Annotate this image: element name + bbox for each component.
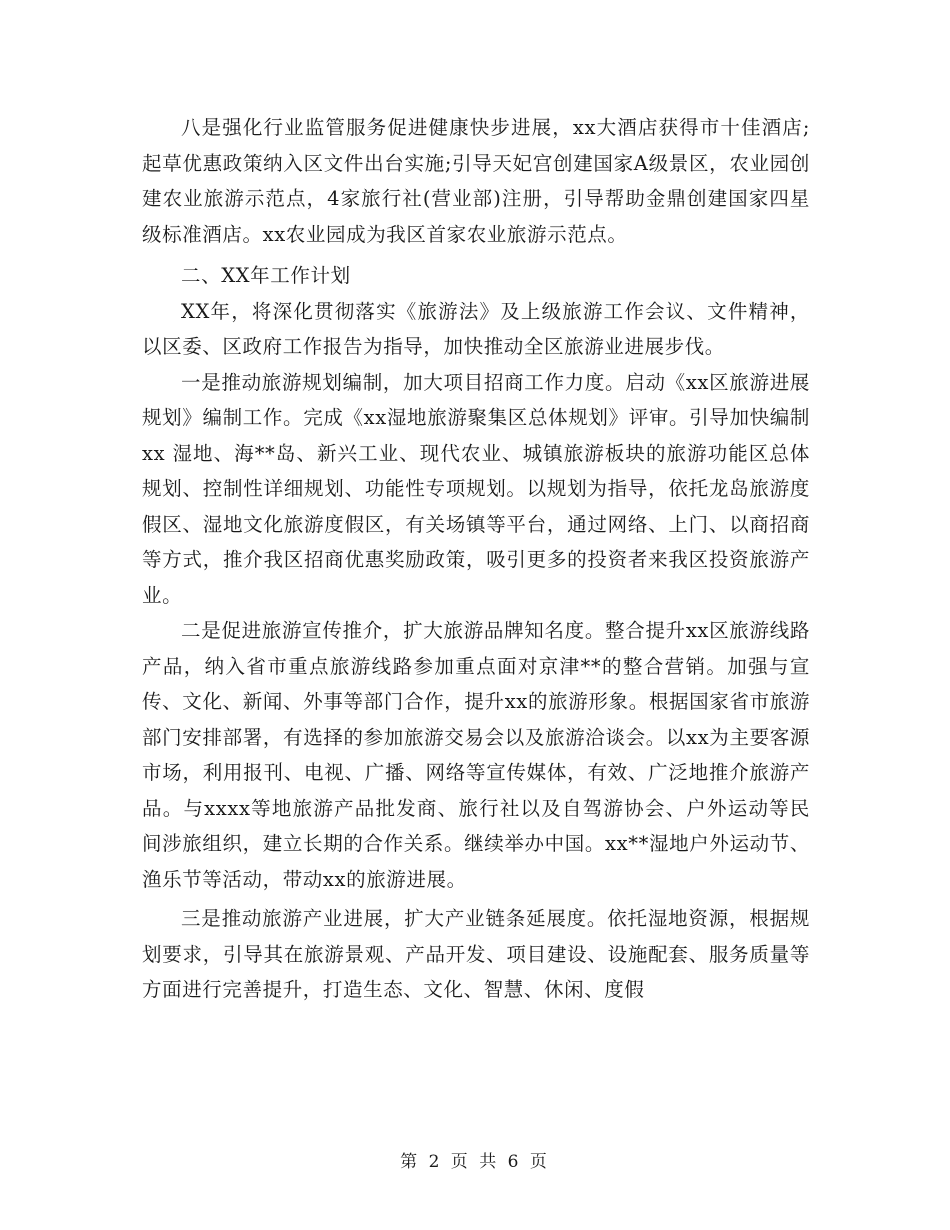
paragraph-industry: 三是推动旅游产业进展，扩大产业链条延展度。依托湿地资源，根据规划要求，引导其在旅游景观、产品开发、项目建设、设施配套、服务质量等方面进行完善提升，打造生态、文化、智慧、休闲、度假 [142,907,810,1001]
paragraph-intro: XX年，将深化贯彻落实《旅游法》及上级旅游工作会议、文件精神，以区委、区政府工作报告为指导，加快推动全区旅游业进展步伐。 [142,299,810,358]
paragraph-promotion: 二是促进旅游宣传推介，扩大旅游品牌知名度。整合提升xx区旅游线路产品，纳入省市重点旅游线路参加重点面对京津**的整合营销。加强与宣传、文化、新闻、外事等部门合作，提升xx的旅游形象。根据国家省市旅游部门安排部署，有选择的参加旅游交易会以及旅游洽谈会。以xx为主要客源市场，利用报刊、电视、广播、网络等宣传媒体，有效、广泛地推介旅游产品。与xxxx等地旅游产品批发商、旅行社以及自驾游协会、户外运动等民间涉旅组织，建立长期的合作关系。继续举办中国。xx**湿地户外运动节、渔乐节等活动，带动xx的旅游进展。 [142,619,810,891]
section-heading-work-plan: 二、XX年工作计划 [181,264,351,287]
paragraph-supervision: 八是强化行业监管服务促进健康快步进展，xx大酒店获得市十佳酒店;起草优惠政策纳入区文件出台实施;引导天妃宫创建国家A级景区，农业园创建农业旅游示范点，4家旅行社(营业部)注册，引导帮助金鼎创建国家四星级标准酒店。xx农业园成为我区首家农业旅游示范点。 [142,116,810,246]
paragraph-planning: 一是推动旅游规划编制，加大项目招商工作力度。启动《xx区旅游进展规划》编制工作。完成《xx湿地旅游聚集区总体规划》评审。引导加快编制xx 湿地、海**岛、新兴工业、现代农业、城镇旅游板块的旅游功能区总体规划、控制性详细规划、功能性专项规划。以规划为指导，依托龙岛旅游度假区、湿地文化旅游度假区，有关场镇等平台，通过网络、上门、以商招商等方式，推介我区招商优惠奖励政策，吸引更多的投资者来我区投资旅游产业。 [142,370,810,607]
page-number-footer: 第 2 页 共 6 页 [400,1152,550,1172]
document-body [142,110,810,1008]
